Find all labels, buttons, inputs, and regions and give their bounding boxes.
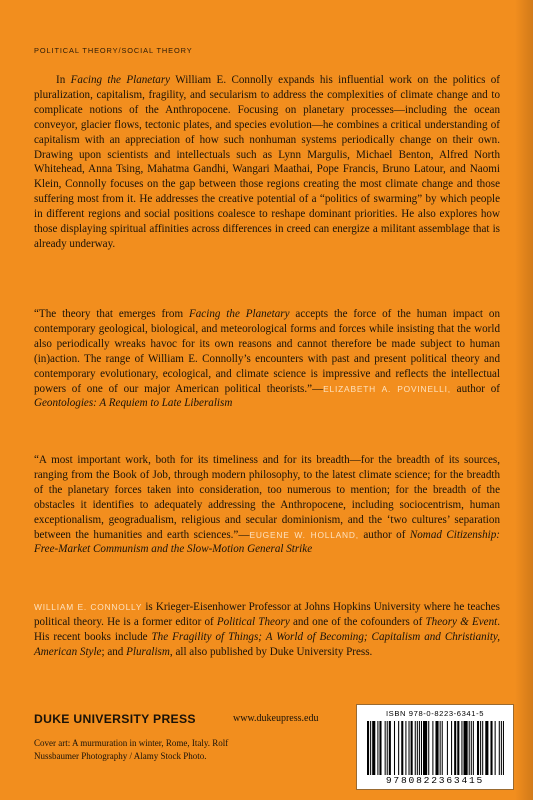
barcode-bar [370,721,371,775]
barcode-bar [469,721,470,775]
barcode-bar [419,721,420,775]
barcode-bar [442,721,443,775]
book-description: In Facing the Planetary William E. Connolly expands his influential work on the politics of pluralization, capitalism, fragility, and secularism to address the complexities of climate change and to complicate notions of the Anthropocene. Focusing on planetary processes—including the ocean conveyor, glacier flows, tectonic plates, and species evolution—he combines a critical understanding of capitalism with an appreciation of how such nonhuman systems periodically change on their own. Drawing upon scientists and intellectuals such as Lynn Margulis, Michael Benton, Alfred North Whitehead, Anna Tsing, Mahatma Gandhi, Wangari Maathai, Pope Francis, Bruno Latour, and Naomi Klein, Connolly focuses on the gap between those regions creating the most climate change and those suffering most from it. He addresses the creative potential of a “politics of swarming” by which people in different regions and social positions coalesce to reshape dominant priorities. He also explores how those displaying spiritual affinities across differences in creed can energize a militant assemblage that is already underway. [34,74,500,250]
barcode-bar [477,721,479,775]
barcode-bar [440,721,441,775]
barcode-bar [411,721,413,775]
barcode-bar [499,721,500,775]
barcode-number: 9780822363415 [385,775,485,786]
publisher-name: DUKE UNIVERSITY PRESS [34,712,196,726]
spine-shadow [515,0,533,800]
barcode-bar [405,721,406,775]
series-label: POLITICAL THEORY/SOCIAL THEORY [34,46,193,55]
barcode-bar [461,721,462,775]
barcode-bar [387,721,388,775]
barcode-bar [377,721,378,775]
barcode-bar [501,721,502,775]
endorsement-quote-1: “The theory that emerges from Facing the Planetary accepts the force of the human impact on contemporary geological, biological, and meteorological forms and forces while insisting that the world also periodically wreaks havoc for its own reasons and cannot therefore be made subject to human (in)action. The range of William E. Connolly’s encounters with past and present political theory and contemporary evolutionary, ecological, and climate science is impressive and reflects the intellectual powers of one of our major American political theorists.”—ELIZABETH A. POVINELLI, author of Geontologies: A Requiem to Late Liberalism [34,308,500,410]
barcode [356,704,514,790]
endorser-work: Nomad Citizenship: Free-Market Communism and the Slow-Motion General Strike [34,528,500,556]
barcode-bar [447,721,448,775]
barcode-bar [398,721,399,775]
endorser-work: Geontologies: A Requiem to Late Liberalism [34,397,233,410]
barcode-bar [503,721,504,775]
barcode-bar [372,721,375,775]
barcode-bar [401,721,403,775]
publisher-url: www.dukeupress.edu [233,713,319,724]
barcode-bar [464,721,468,775]
barcode-bar [417,721,418,775]
author-bio: WILLIAM E. CONNOLLY is Krieger-Eisenhower Professor at Johns Hopkins University where he teaches political theory. He is a former editor of Political Theory and one of the cofounders of Theory & Event. His recent books include The Fragility of Things; A World of Becoming; Capitalism and Christianity, American Style; and Pluralism, all also published by Duke University Press. [34,601,501,658]
endorsement-quote-2: “A most important work, both for its timeliness and for its breadth—for the breadth of its sources, ranging from the Book of Job, through modern philosophy, to the latest climate science; for the breadth of the planetary forces taken into consideration, too numerous to mention; for the breadth of the obstacles it identifies to adequately addressing the Anthropocene, including sociocentrism, human exceptionalism, geogradualism, religious and secular dominionism, and the ‘two cultures’ separation between the humanities and earth sciences.”—EUGENE W. HOLLAND, author of Nomad Citizenship: Free-Market Communism and the Slow-Motion General Strike [34,454,500,556]
barcode-bar [495,721,496,775]
barcode-bar [423,721,427,775]
barcode-bar [415,721,416,775]
barcode-bar [432,721,433,775]
isbn-label: ISBN 978-0-8223-6341-5 [385,709,485,718]
barcode-bar [451,721,452,775]
barcode-bar [457,721,459,775]
author-name: WILLIAM E. CONNOLLY [34,602,143,612]
barcode-bar [421,721,422,775]
barcode-bar [485,721,488,775]
barcode-bar [367,721,369,775]
cover-art-credit: Cover art: A murmuration in winter, Rome, Italy. Rolf Nussbaumer Photography / Alamy Stock Photo. [34,738,229,761]
barcode-bar [428,721,429,775]
barcode-bar [471,721,472,775]
barcode-bar [394,721,395,775]
endorser-name: ELIZABETH A. POVINELLI, [323,383,451,394]
barcode-bar [435,721,438,775]
barcode-bar [480,721,481,775]
barcode-bars [367,721,505,775]
barcode-bar [385,721,386,775]
barcode-bar [389,721,391,775]
barcode-bar [490,721,492,775]
barcode-bar [379,721,381,775]
barcode-bar [482,721,483,775]
barcode-bar [409,721,410,775]
endorser-name: EUGENE W. HOLLAND, [249,529,359,540]
barcode-bar [454,721,456,775]
barcode-bar [473,721,474,775]
book-title: Facing the Planetary [70,74,171,86]
